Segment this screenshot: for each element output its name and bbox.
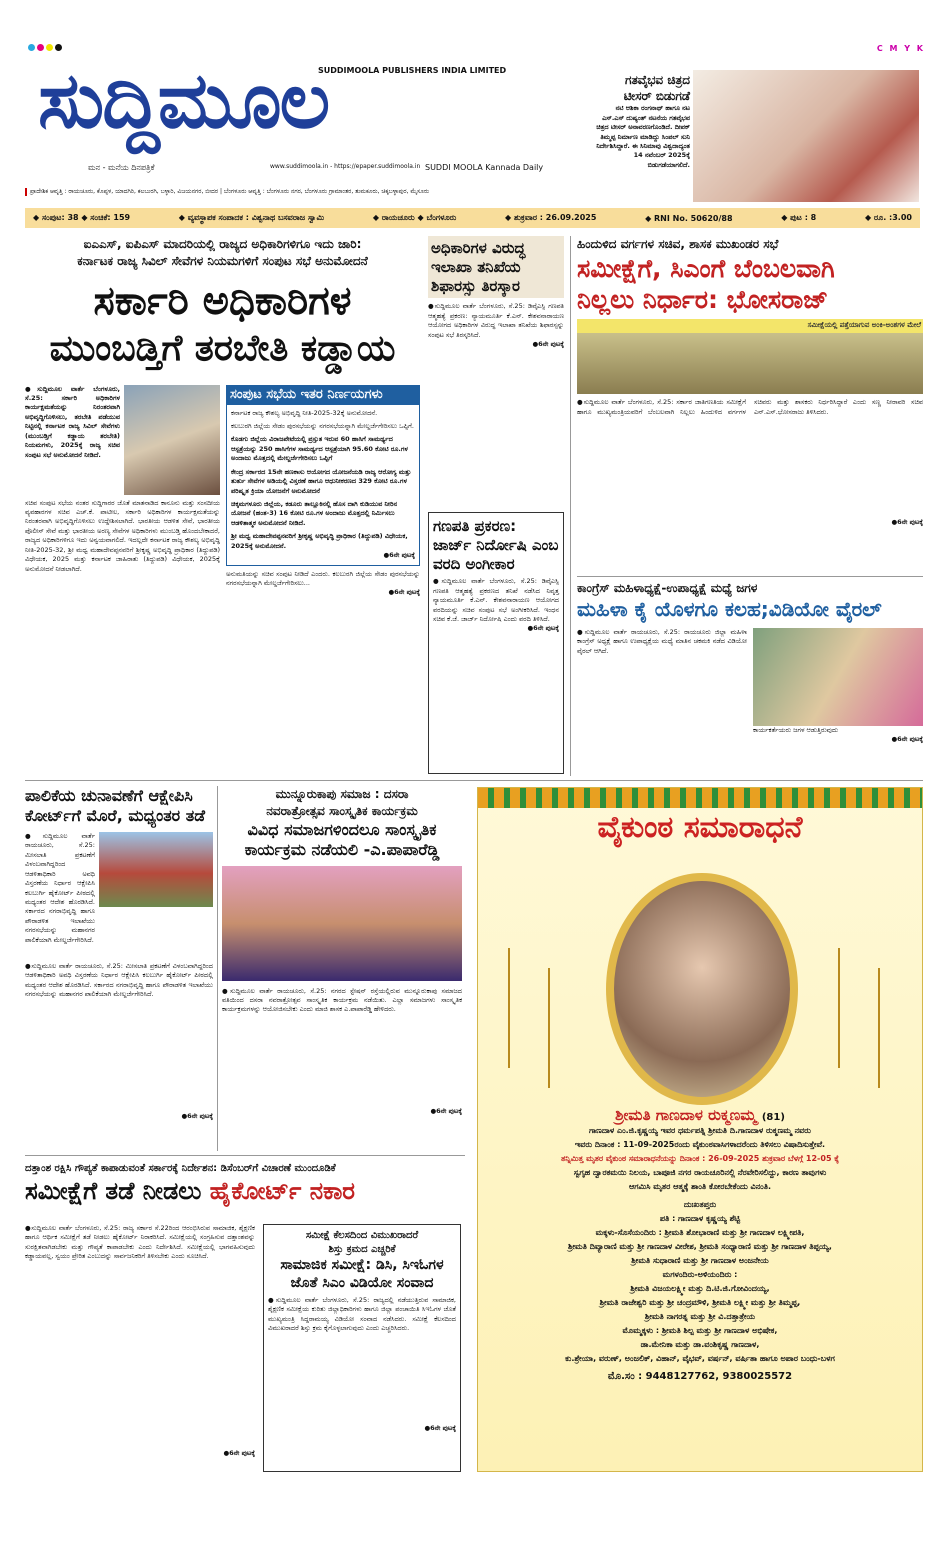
row2-mid-body: ●ಸುದ್ದಿಮೂಲ ವಾರ್ತೆ ರಾಯಚೂರು, ಸೆ.25: ನಗರದ ಸ್ಟೇಷನ್ ರಸ್ತೆಯಲ್ಲಿರುವ ಮುನ್ನೂರುಕಾಪು ಸಮಾಜದ ವತಿಯಿಂದ ದಸರಾ ನವರಾತ್ರೋತ್ಸವ ಸಾಂಸ್ಕೃತಿಕ ಕಾರ್ಯಕ್ರಮ ನಡೆಯಿತು. ಎಲ್ಲಾ ಸಮಾಜಗಳು ಸಾಂಸ್ಕೃತಿಕ ಕಾರ್ಯಕ್ರಮಗಳನ್ನು ಆಯೋಜಿಸಬೇಕು ಎಂದು ಮಾಜಿ ಶಾಸಕ ಎ.ಪಾಪಾರೆಡ್ಡಿ ಹೇಳಿದರು. (222, 986, 462, 1014)
continued-link[interactable]: ●6ನೇ ಪುಟಕ್ಕೆ (532, 339, 564, 348)
cabinet-item: ಚಿಕ್ಕಮಗಳೂರು ಜಿಲ್ಲೆಯ, ಕಡೂರು ತಾಲ್ಲೂಕಿನಲ್ಲಿ ಹೊಸ ದಾಗಿ ಕುಡಿಯುವ ನೀರಿನ ಯೋಜನೆ (ಹಂತ-3) 16 ಕೋಟಿ ರೂ.ಗಳ ಅಂದಾಜು ಮೊತ್ತದಲ್ಲಿ ನಿರ್ಮಿಸಲು ಆಡಳಿತಾತ್ಮಕ ಅನುಮೋದನೆ ನೀಡಿದೆ. (231, 499, 398, 527)
lead-headline-2: ಮುಂಬಡ್ತಿಗೆ ತರಬೇತಿ ಕಡ್ಡಾಯ (49, 327, 396, 369)
phone-numbers: ಮೊ.ಸಂ : 9448127762, 9380025572 (607, 1371, 793, 1382)
right2-headline: ಮಹಿಳಾ ಕೈ ಯೊಳಗೂ ಕಲಹ;ವಿಡಿಯೋ ವೈರಲ್ (577, 596, 882, 621)
continued-link[interactable]: ●6ನೇ ಪುಟಕ್ಕೆ (181, 1112, 213, 1120)
lead-photo (124, 385, 220, 495)
photo-banner: ಸಮೀಕ್ಷೆಯಲ್ಲಿ ಪತ್ತೆಯಾಗುವ ಅಂಕಿ-ಅಂಶಗಳ ಮೇಲೆ (807, 321, 921, 330)
divider (25, 1155, 465, 1156)
mourner-line: ಮಕ್ಕಳು-ಸೊಸೆಯಂದಿರು : ಶ್ರೀಮತಿ ಶೋಭಾರಾಣಿ ಮತ್ತು ಶ್ರೀ ಗಾಣದಾಳ ಲಕ್ಷ್ಮೀಪತಿ, (595, 1228, 805, 1237)
row2-mid-headline: ವಿವಿಧ ಸಮಾಜಗಳಿಂದಲೂ ಸಾಂಸ್ಕೃತಿಕ ಕಾರ್ಯಕ್ರಮ ನಡೆಯಲಿ -ಎ.ಪಾಪಾರೆಡ್ಡಿ (244, 819, 440, 859)
continued-link[interactable]: ●6ನೇ ಪುಟಕ್ಕೆ (223, 1449, 255, 1457)
right1-headline-1: ಸಮೀಕ್ಷೆಗೆ, ಸಿಎಂಗೆ ಬೆಂಬಲವಾಗಿ (577, 253, 835, 283)
lamp-icon (838, 948, 868, 1068)
ad-line: ಗಾಣದಾಳ ಎಂ.ಜಿ.ಕೃಷ್ಣಯ್ಯ ಇವರ ಧರ್ಮಪತ್ನಿ ಶ್ರೀಮತಿ ದಿ.ಗಾಣದಾಳ ರುಕ್ಮಣಮ್ಮ ನವರು (589, 1126, 811, 1135)
deceased-portrait (606, 873, 798, 1105)
row3-box-kicker-1: ಸಮೀಕ್ಷೆ ಕೆಲಸದಿಂದ ವಿಮುಖರಾದರೆ (305, 1230, 419, 1241)
lamp-icon (878, 968, 908, 1088)
obituary-advertisement[interactable] (477, 787, 923, 1472)
right1-headline-2: ನಿಲ್ಲಲು ನಿರ್ಧಾರ: ಭೋಸರಾಜ್ (577, 285, 829, 315)
info-bar (25, 208, 920, 228)
mid2-headline: ಗಣಪತಿ ಪ್ರಕರಣ: ಜಾರ್ಜ್ ನಿರ್ದೋಷಿ ಎಂಬ ವರದಿ ಅಂಗೀಕಾರ (433, 517, 559, 573)
teaser-photo (693, 70, 919, 202)
photo-caption: ಕಾರ್ಯಕರ್ತೆಯರು ಜಗಳ ಆಡುತ್ತಿರುವುದು (753, 725, 839, 734)
tagline: ಮನ - ಮನೆಯ ದಿನಪತ್ರಿಕೆ (88, 163, 155, 172)
right2-photo (753, 628, 923, 726)
cabinet-box-title: ಸಂಪುಟ ಸಭೆಯ ಇತರ ನಿರ್ಣಯಗಳು (226, 385, 420, 404)
row2-left-headline: ಪಾಲಿಕೆಯ ಚುನಾವಣೆಗೆ ಆಕ್ಷೇಪಿಸಿ ಕೋರ್ಟ್‌ಗೆ ಮೊರೆ, ಮಧ್ಯಂತರ ತಡೆ (25, 786, 206, 825)
teaser-title: ಗತವೈಭವ ಚಿತ್ರದ ಟೀಸರ್ ಬಿಡುಗಡೆ (623, 73, 690, 104)
volume-issue: ◆ ಸಂಪುಟ: 38 ◆ ಸಂಚಿಕೆ: 159 (33, 213, 131, 222)
cabinet-box (226, 404, 420, 566)
mourner-line: ಶ್ರೀಮತಿ ವಿಜಯಲಕ್ಷ್ಮೀ ಮತ್ತು ದಿ.ಟಿ.ಜಿ.ಗೋವಿಂದಯ್ಯ, (630, 1284, 770, 1293)
lamp-icon (548, 968, 578, 1088)
cabinet-item: ಶ್ರೀ ಮಧ್ವ ಮಹಾದೇವಪ್ಪನವರಿಗೆ ಶ್ರೀಕೃಷ್ಣ ಅಭಿವೃದ್ಧಿ ಪ್ರಾಧಿಕಾರ (ತಿದ್ದುಪಡಿ) ವಿಧೇಯಕ, 2025ಕ್ಕೆ ಅನುಮೋದನೆ. (231, 532, 408, 550)
lead-body: ಸಚಿವ ಸಂಪುಟ ಸಭೆಯ ನಂತರ ಸುದ್ದಿಗಾರರ ಜೊತೆ ಮಾತನಾಡಿದ ಕಾನೂನು ಮತ್ತು ಸಂಸದೀಯ ವ್ಯವಹಾರಗಳ ಸಚಿವ ಎಚ್.ಕೆ. ಪಾಟೀಲ, ಸರ್ಕಾರಿ ಅಧಿಕಾರಿಗಳ ಕಾರ್ಯಕ್ಷಮತೆಯನ್ನು ನಿರಂತರವಾಗಿ ಅಭಿವೃದ್ಧಿಗೊಳಿಸಲು ಉದ್ದೇಶಿಸಲಾಗಿದೆ. ಭಾರತೀಯ ಆಡಳಿತ ಸೇವೆ, ಭಾರತೀಯ ಪೊಲೀಸ್ ಸೇವೆ ಮತ್ತು ಭಾರತೀಯ ಅರಣ್ಯ ಸೇವೆಗಳ ಅಧಿಕಾರಿಗಳು ಮುಂಬಡ್ತಿ ಹೊಂದಬೇಕಾದರೆ, ರಾಜ್ಯದ ಅಧಿಕಾರಿಗಳಿಗೂ ಇದು ಅನ್ವಯವಾಗಲಿದೆ. ಇದಲ್ಲದೇ ಕರ್ನಾಟಕ ರಾಜ್ಯ ಕೌಶಲ್ಯ ಅಭಿವೃದ್ಧಿ ನೀತಿ-2025-32, ಶ್ರೀ ಮಧ್ವ ಮಹಾದೇವಪ್ಪನವರಿಗೆ ಶ್ರೀಕೃಷ್ಣ ಅಭಿವೃದ್ಧಿ ಪ್ರಾಧಿಕಾರ (ತಿದ್ದುಪಡಿ) ವಿಧೇಯಕ, 2025 ಮತ್ತು ಕರ್ನಾಟಕ ಜಾಹಿರಾತು (ತಿದ್ದುಪಡಿ) ವಿಧೇಯಕ, 2025ಕ್ಕೆ ಅನುಮೋದನೆ ನೀಡಲಾಗಿದೆ. (25, 498, 220, 573)
right-story-2[interactable] (577, 580, 923, 768)
ad-line: ಇವರು ದಿನಾಂಕ : 11-09-2025ರಂದು ವೈಕುಂಠವಾಸಿಗಳಾದರೆಂದು ತಿಳಿಸಲು ವಿಷಾದಿಸುತ್ತೇವೆ. (574, 1140, 826, 1149)
deceased-name: ಶ್ರೀಮತಿ ಗಾಣದಾಳ ರುಕ್ಮಣಮ್ಮ (615, 1106, 757, 1124)
row2-mid-kicker-1: ಮುನ್ನೂರುಕಾಪು ಸಮಾಜ : ದಸರಾ (275, 787, 409, 801)
mourner-line: ಪತಿ : ಗಾಣದಾಳ ಕೃಷ್ಣಯ್ಯ ಶೆಟ್ಟಿ (659, 1214, 741, 1223)
lead-kicker-1: ಐಎಎಸ್, ಐಪಿಎಸ್ ಮಾದರಿಯಲ್ಲಿ ರಾಜ್ಯದ ಅಧಿಕಾರಿಗಳಿಗೂ ಇದು ಜಾರಿ: (83, 237, 362, 251)
cabinet-item: ಕೇಂದ್ರ ಸರ್ಕಾರದ 15ನೇ ಹಣಕಾಸು ಆಯೋಗದ ಯೋಜನೆಯಡಿ ರಾಜ್ಯ ಆರೋಗ್ಯ ಮತ್ತು ತುರ್ತು ಸೇವೆಗಳ ಅಡಿಯಲ್ಲಿ ವಿಸ್ತರಣೆ ಹಾಗೂ ಆಧುನೀಕರಣದ 329 ಕೋಟಿ ರೂ.ಗಳ ಪರಿಷ್ಕೃತ ಕ್ರಿಯಾ ಯೋಜನೆಗೆ ಅನುಮೋದನೆ (231, 467, 412, 495)
masthead-logo[interactable]: ಸುದ್ದಿಮೂಲ (38, 56, 329, 146)
editor: ◆ ವ್ಯವಸ್ಥಾಪಕ ಸಂಪಾದಕ : ವಿಶ್ವನಾಥ ಬಸವರಾಜ ಸ್ವಾಮಿ (178, 213, 325, 222)
ad-line: ತನ್ನಿಮಿತ್ತ ಮೃತರ ವೈಕುಂಠ ಸಮಾರಾಧನೆಯನ್ನು ದಿನಾಂಕ : 26-09-2025 ಶುಕ್ರವಾರ ಬೆಳಗ್ಗೆ 12-05 ಕ್ಕೆ (561, 1154, 839, 1163)
mourners-label: ದುಃಖತಪ್ತರು (683, 1200, 717, 1209)
english-name: SUDDI MOOLA Kannada Daily (425, 163, 544, 172)
continued-link[interactable]: ●6ನೇ ಪುಟಕ್ಕೆ (891, 518, 923, 527)
row2-left-body: ●ಸುದ್ದಿಮೂಲ ವಾರ್ತೆ ರಾಯಚೂರು, ಸೆ.25: ಮೀಸಲಾತಿ ಪ್ರಕಟಣೆಗೆ ವಿಳಂಬವಾಗಿದ್ದರಿಂದ ಆಡಳಿತಾಧಿಕಾರಿ ಅವಧಿ ವಿಸ್ತರಣೆಯ ನಿರ್ಧಾರ ಆಕ್ಷೇಪಿಸಿ ಕಲಬುರ್ಗಿ ಹೈಕೋರ್ಟ್ ಪೀಠದಲ್ಲಿ ಮಧ್ಯಂತರ ಆದೇಶ ಹೊರಡಿಸಿದೆ. ಸರ್ಕಾರದ ನಗರಾಭಿವೃದ್ಧಿ ಹಾಗೂ ಪೌರಾಡಳಿತ ಇಲಾಖೆಯು ನಗರಸಭೆಯನ್ನು ಮಹಾನಗರ ಪಾಲಿಕೆಯಾಗಿ ಮೇಲ್ದರ್ಜೆಗೇರಿಸಿದೆ. (25, 962, 213, 999)
teaser-text: ನಟಿ ಆಶಿಕಾ ರಂಗನಾಥ್ ಹಾಗೂ ನಟ ಎಸ್.ಎಸ್ ದುಷ್ಯಂತ್ ನಟನೆಯ ಗತವೈಭವ ಚಿತ್ರದ ಟೀಸರ್ ಅನಾವರಣಗೊಂಡಿದೆ. ದೀಪಕ್ ತಿಮ್ಮಪ್ಪ ನಿರ್ಮಾಣ ಮಾಡಿದ್ದು ಸಿಂಪಲ್ ಸುನಿ ನಿರ್ದೇಶಿಸಿದ್ದಾರೆ. ಈ ಸಿನಿಮಾವು ವಿಶ್ವದಾದ್ಯಂತ 14 ನವೆಂಬರ್ 2025ಕ್ಕೆ ಬಿಡುಗಡೆಯಾಗಲಿದೆ. (596, 104, 690, 169)
cities: ◆ ರಾಯಚೂರು ◆ ಬೆಂಗಳೂರು (372, 213, 457, 222)
right1-photo (577, 319, 923, 394)
lead-story[interactable] (25, 236, 420, 597)
ad-title: ವೈಕುಂಠ ಸಮಾರಾಧನೆ (597, 810, 803, 845)
continued-link[interactable]: ●6ನೇ ಪುಟಕ್ಕೆ (424, 1424, 456, 1432)
date: ◆ ಶುಕ್ರವಾರ : 26.09.2025 (505, 213, 597, 222)
column-divider (217, 786, 218, 1151)
mid2-body: ●ಸುದ್ದಿಮೂಲ ವಾರ್ತೆ ಬೆಂಗಳೂರು, ಸೆ.25: ಡಿವೈಎಸ್ಪಿ ಗಣಪತಿ ಆತ್ಮಹತ್ಯೆ ಪ್ರಕರಣದ ತನಿಖೆ ನಡೆಸಿದ ನಿವೃತ್ತ ನ್ಯಾಯಮೂರ್ತಿ ಕೆ.ಎನ್. ಕೇಶವನಾರಾಯಣ ಆಯೋಗದ ವರದಿಯನ್ನು ಸಚಿವ ಸಂಪುಟ ಸಭೆ ಅಂಗೀಕರಿಸಿದೆ. ಇಂಧನ ಸಚಿವ ಕೆ.ಜೆ. ಜಾರ್ಜ್ ನಿರ್ದೋಷಿ ಎಂದು ವರದಿ ತಿಳಿಸಿದೆ. (433, 577, 559, 623)
mourner-line: ಶ್ರೀಮತಿ ಸುಧಾರಾಣಿ ಮತ್ತು ಶ್ರೀ ಗಾಣದಾಳ ಅಂಜನೇಯ (631, 1256, 769, 1265)
lamp-icon (508, 948, 538, 1068)
continued-link[interactable]: ●6ನೇ ಪುಟಕ್ಕೆ (527, 624, 559, 633)
right2-body: ●ಸುದ್ದಿಮೂಲ ವಾರ್ತೆ ರಾಯಚೂರು, ಸೆ.25: ರಾಯಚೂರು ಜಿಲ್ಲಾ ಮಹಿಳಾ ಕಾಂಗ್ರೆಸ್ ಅಧ್ಯಕ್ಷೆ ಹಾಗೂ ಉಪಾಧ್ಯಕ್ಷೆಯ ಮಧ್ಯೆ ಮಾತಿನ ಚಕಮಕಿ ನಡೆದ ವಿಡಿಯೋ ವೈರಲ್ ಆಗಿದೆ. (577, 627, 747, 655)
row2-mid-story[interactable] (222, 786, 462, 1116)
registration-marks (28, 44, 62, 51)
rni: ◆ RNI No. 50620/88 (645, 213, 733, 223)
ad-text (488, 1124, 912, 1386)
row3-box-headline: ಸಾಮಾಜಿಕ ಸಮೀಕ್ಷೆ: ಡಿಸಿ, ಸಿಇಓಗಳ ಜೊತೆ ಸಿಎಂ ವಿಡಿಯೋ ಸಂವಾದ (280, 1257, 444, 1291)
mourner-line: ಶ್ರೀಮತಿ ನಾಗರತ್ನ ಮತ್ತು ಶ್ರೀ ವಿ.ದತ್ತಾತ್ರೇಯ (644, 1312, 756, 1321)
event-photo (222, 866, 462, 981)
continued-link[interactable]: ●6ನೇ ಪುಟಕ್ಕೆ (388, 588, 420, 597)
mid1-body: ●ಸುದ್ದಿಮೂಲ ವಾರ್ತೆ ಬೆಂಗಳೂರು, ಸೆ.25: ಡಿವೈಎಸ್ಪಿ ಗಣಪತಿ ಆತ್ಮಹತ್ಯೆ ಪ್ರಕರಣ: ನ್ಯಾಯಮೂರ್ತಿ ಕೆ.ಎನ್. ಕೇಶವನಾರಾಯಣ ಆಯೋಗದ ಅಧಿಕಾರಿಗಳ ವಿರುದ್ಧ ಇಲಾಖಾ ತನಿಖೆಯ ಶಿಫಾರಸ್ಸನ್ನು ಸಂಪುಟ ಸಭೆ ತಿರಸ್ಕರಿಸಿದೆ. (428, 302, 564, 339)
right1-kicker: ಹಿಂದುಳಿದ ವರ್ಗಗಳ ಸಚಿವ, ಶಾಸಕ ಮುಖಂಡರ ಸಭೆ (577, 237, 779, 251)
price: ◆ ರೂ. :3.00 (864, 213, 912, 222)
teaser-story[interactable] (596, 72, 690, 170)
row3-headline-b: ಹೈಕೋರ್ಟ್ ನಕಾರ (209, 1177, 355, 1205)
mourner-line: ಮೊಮ್ಮಕ್ಕಳು : ಶ್ರೀಮತಿ ಶಿಲ್ಪ ಮತ್ತು ಶ್ರೀ ಗಾಣದಾಳ ಅಭಿಷೇಕ, (622, 1326, 778, 1335)
row3-kicker: ದತ್ತಾಂಶ ರಕ್ಷಿಸಿ ಗೌಪ್ಯತೆ ಕಾಪಾಡುವಂತೆ ಸರ್ಕಾರಕ್ಕೆ ನಿರ್ದೇಶನ: ಡಿಸೆಂಬರ್‌ಗೆ ವಿಚಾರಣೆ ಮುಂದೂಡಿಕೆ (25, 1163, 336, 1174)
cabinet-item: ಕರ್ನಾಟಕ ರಾಜ್ಯ ಕೌಶಲ್ಯ ಅಭಿವೃದ್ಧಿ ನೀತಿ-2025-32ಕ್ಕೆ ಅನುಮೋದನೆ. (231, 408, 378, 417)
ad-line: ಆಗಮಿಸಿ ಮೃತರ ಆತ್ಮಕ್ಕೆ ಶಾಂತಿ ಕೋರಬೇಕೆಂದು ವಿನಂತಿ. (629, 1182, 771, 1191)
mourner-line: ಶ್ರೀಮತಿ ರಾಜೇಶ್ವರಿ ಮತ್ತು ಶ್ರೀ ಚಂದ್ರಮೌಳಿ, ಶ್ರೀಮತಿ ಲಕ್ಷ್ಮೀ ಮತ್ತು ಶ್ರೀ ತಿಮ್ಮಪ್ಪ, (599, 1298, 801, 1307)
row2-left-story[interactable] (25, 786, 213, 1121)
lead-intro: ●ಸುದ್ದಿಮೂಲ ವಾರ್ತೆ ಬೆಂಗಳೂರು, ಸೆ.25: ಸರ್ಕಾರಿ ಅಧಿಕಾರಿಗಳ ಕಾರ್ಯಕ್ಷಮತೆಯನ್ನು ನಿರಂತರವಾಗಿ ಅಭಿವೃದ್ಧಿಗೊಳಿಸಲು, ತರಬೇತಿ ಪಡೆಯುವ ನಿಟ್ಟಿನಲ್ಲಿ ಕರ್ನಾಟಕ ರಾಜ್ಯ ಸಿವಿಲ್ ಸೇವೆಗಳು (ಮುಂಬಡ್ತಿಗೆ ಕಡ್ಡಾಯ ತರಬೇತಿ) ನಿಯಮಗಳು, 2025ಕ್ಕೆ ರಾಜ್ಯ ಸಚಿವ ಸಂಪುಟ ಸಭೆ ಅನುಮೋದನೆ ನೀಡಿದೆ. (25, 384, 120, 459)
publisher-name: SUDDIMOOLA PUBLISHERS INDIA LIMITED (318, 66, 507, 75)
cabinet-item: ಕಲಬುರಗಿ ಜಿಲ್ಲೆಯ ಸೇಡಂ ಪುರಸಭೆಯನ್ನು ನಗರಸಭೆಯನ್ನಾಗಿ ಮೇಲ್ದರ್ಜೆಗೇರಿಸಲು ಒಪ್ಪಿಗೆ. (231, 422, 414, 431)
continued-link[interactable]: ●6ನೇ ಪುಟಕ್ಕೆ (891, 735, 923, 744)
row3-headline-a: ಸಮೀಕ್ಷೆಗೆ ತಡೆ ನೀಡಲು (25, 1177, 210, 1205)
row3-box-body: ●ಸುದ್ದಿಮೂಲ ವಾರ್ತೆ ಬೆಂಗಳೂರು, ಸೆ.25: ರಾಜ್ಯದಲ್ಲಿ ನಡೆಯುತ್ತಿರುವ ಸಾಮಾಜಿಕ, ಶೈಕ್ಷಣಿಕ ಸಮೀಕ್ಷೆಯ ಕುರಿತು ಜಿಲ್ಲಾಧಿಕಾರಿಗಳು ಹಾಗೂ ಜಿಲ್ಲಾ ಪಂಚಾಯಿತಿ ಸಿಇಓಗಳ ಜೊತೆ ಮುಖ್ಯಮಂತ್ರಿ ಸಿದ್ದರಾಮಯ್ಯ ವಿಡಿಯೋ ಸಂವಾದ ನಡೆಸಿದರು. ಸಮೀಕ್ಷೆ ಕೆಲಸದಿಂದ ವಿಮುಖರಾದರೆ ಶಿಸ್ತು ಕ್ರಮ ಕೈಗೊಳ್ಳಲಾಗುವುದು ಎಂದು ಎಚ್ಚರಿಸಿದರು. (268, 1296, 456, 1333)
mourner-line: ಶ್ರೀಮತಿ ದಿವ್ಯಾರಾಣಿ ಮತ್ತು ಶ್ರೀ ಗಾಣದಾಳ ವೀರೇಶ, ಶ್ರೀಮತಿ ಸಂಧ್ಯಾರಾಣಿ ಮತ್ತು ಶ್ರೀ ಗಾಣದಾಳ ತಿಪ್ಪಯ್ಯ, (568, 1242, 832, 1251)
right-story-1[interactable] (577, 236, 923, 527)
row3-box-story[interactable] (263, 1224, 461, 1472)
row2-left-intro: ●ಸುದ್ದಿಮೂಲ ವಾರ್ತೆ ರಾಯಚೂರು, ಸೆ.25: ಮೀಸಲಾತಿ ಪ್ರಕಟಣೆಗೆ ವಿಳಂಬವಾಗಿದ್ದರಿಂದ ಆಡಳಿತಾಧಿಕಾರಿ ಅವಧಿ ವಿಸ್ತರಣೆಯ ನಿರ್ಧಾರ ಆಕ್ಷೇಪಿಸಿ ಕಲಬುರ್ಗಿ ಹೈಕೋರ್ಟ್ ಪೀಠದಲ್ಲಿ ಮಧ್ಯಂತರ ಆದೇಶ ಹೊರಡಿಸಿದೆ. ಸರ್ಕಾರದ ನಗರಾಭಿವೃದ್ಧಿ ಹಾಗೂ ಪೌರಾಡಳಿತ ಇಲಾಖೆಯು ನಗರಸಭೆಯನ್ನು ಮಹಾನಗರ ಪಾಲಿಕೆಯಾಗಿ ಮೇಲ್ದರ್ಜೆಗೇರಿಸಿದೆ. (25, 832, 95, 944)
cmyk-mark: C M Y K (876, 44, 925, 53)
divider (577, 576, 923, 577)
ad-line: ಸ್ವಗೃಹ ದ್ವಾರಕಮಯಿ ನಿಲಯ, ಬಾಪೂಜಿ ನಗರ ರಾಯಚೂರಿನಲ್ಲಿ ನೆರವೇರಿಸಲಿದ್ದು, ಕಾರಣ ತಾವುಗಳು (573, 1168, 827, 1177)
lead-headline-1: ಸರ್ಕಾರಿ ಅಧಿಕಾರಿಗಳ (93, 277, 352, 324)
right2-kicker: ಕಾಂಗ್ರೆಸ್ ಮಹಿಳಾಧ್ಯಕ್ಷೆ-ಉಪಾಧ್ಯಕ್ಷೆ ಮಧ್ಯೆ ಜಗಳ (577, 581, 758, 595)
mourner-line: ಡಾ.ಮೇನಿಕಾ ಮತ್ತು ಡಾ.ವಂಶಿಕೃಷ್ಣ ಗಾಣದಾಳ, (640, 1340, 760, 1349)
pages: ◆ ಪುಟ : 8 (781, 213, 817, 222)
mid1-headline: ಅಧಿಕಾರಿಗಳ ವಿರುದ್ಧ ಇಲಾಖಾ ತನಿಖೆಯ ಶಿಫಾರಸ್ಸು ತಿರಸ್ಕಾರ (428, 236, 564, 298)
mourner-line: ಮಗಳಂದಿರು-ಅಳಿಯಂದಿರು : (662, 1270, 738, 1279)
lead-kicker-2: ಕರ್ನಾಟಕ ರಾಜ್ಯ ಸಿವಿಲ್ ಸೇವೆಗಳ ನಿಯಮಗಳಿಗೆ ಸಂಪುಟ ಸಭೆ ಅನುಮೋದನೆ (77, 253, 368, 268)
website-url[interactable]: www.suddimoola.in - https://epaper.suddimoola.in (270, 163, 421, 170)
continued-link[interactable]: ●6ನೇ ಪುಟಕ್ಕೆ (383, 551, 415, 560)
mid-story-2[interactable] (428, 512, 564, 774)
right1-body: ●ಸುದ್ದಿಮೂಲ ವಾರ್ತೆ ಬೆಂಗಳೂರು, ಸೆ.25: ಸರ್ಕಾರ ಜಾತಿಗಣತಿಯ ಸಮೀಕ್ಷೆಗೆ ಹಾಗೂ ಮುಖ್ಯಮಂತ್ರಿಯವರಿಗೆ ಬೆಂಬಲವಾಗಿ ನಿಲ್ಲಲು ಹಿಂದುಳಿದ ವರ್ಗಗಳ ಸಚಿವರು ಮತ್ತು ಶಾಸಕರು ನಿರ್ಧರಿಸಿದ್ದಾರೆ ಎಂದು ಸಣ್ಣ ನೀರಾವರಿ ಸಚಿವ ಎನ್.ಎಸ್.ಭೋಸರಾಜು ತಿಳಿಸಿದರು. (577, 398, 923, 416)
column-divider (570, 236, 571, 776)
editions-strip: ಪ್ರಾದೇಶಿಕ ಆವೃತ್ತಿ : ರಾಯಚೂರು, ಕೊಪ್ಪಳ, ಯಾದಗಿರಿ, ಕಲಬುರಗಿ, ಬಳ್ಳಾರಿ, ವಿಜಯನಗರ, ಬೀದರ | ಬೆಂಗಳೂರು ಆವೃತ್ತಿ : ಬೆಂಗಳೂರು ನಗರ, ಬೆಂಗಳೂರು ಗ್ರಾಮಾಂತರ, ತುಮಕೂರು, ಚಿಕ್ಕಬಳ್ಳಾಪುರ, ಮೈಸೂರು (25, 188, 585, 196)
continued-link[interactable]: ●6ನೇ ಪುಟಕ್ಕೆ (430, 1106, 462, 1115)
divider (25, 780, 923, 781)
mid-story-1[interactable] (428, 236, 564, 349)
cabinet-tail: ಅನುಮತಿಯನ್ನು ಸಚಿವ ಸಂಪುಟ ನೀಡಿದೆ ಎಂದರು. ಕಲಬುರಗಿ ಜಿಲ್ಲೆಯ ಸೇಡಂ ಪುರಸಭೆಯನ್ನು ನಗರಸಭೆಯನ್ನಾಗಿ ಮೇಲ್ದರ್ಜೆಗೇರಿಸಲು... (226, 569, 420, 587)
row3-body: ●ಸುದ್ದಿಮೂಲ ವಾರ್ತೆ ಬೆಂಗಳೂರು, ಸೆ.25: ರಾಜ್ಯ ಸರ್ಕಾರ ಸೆ.22ರಿಂದ ಆರಂಭಿಸಿರುವ ಸಾಮಾಜಿಕ, ಶೈಕ್ಷಣಿಕ ಹಾಗೂ ಆರ್ಥಿಕ ಸಮೀಕ್ಷೆಗೆ ತಡೆ ನೀಡಲು ಹೈಕೋರ್ಟ್ ನಿರಾಕರಿಸಿದೆ. ಸಮೀಕ್ಷೆಯಲ್ಲಿ ಸಂಗ್ರಹಿಸುವ ದತ್ತಾಂಶವನ್ನು ಸುರಕ್ಷಿತವಾಗಿಡಬೇಕು ಮತ್ತು ಗೌಪ್ಯತೆ ಕಾಪಾಡಬೇಕು ಎಂದು ನಿರ್ದೇಶಿಸಿದೆ. ಸಮೀಕ್ಷೆಯಲ್ಲಿ ಭಾಗವಹಿಸುವುದು ಕಡ್ಡಾಯವಲ್ಲ, ಸ್ವಯಂ ಪ್ರೇರಿತ ಎಂಬುದನ್ನು ಸಾರ್ವಜನಿಕರಿಗೆ ತಿಳಿಸಬೇಕು ಎಂದು ಸೂಚಿಸಿದೆ. (25, 1224, 255, 1261)
mourner-line: ಕು.ಶ್ರೇಯಾ, ವರುಣ್, ಅಂಜಲಿಕ್, ವಿಹಾನ್, ವೈಭವ್, ವರ್ಷನ್, ವರ್ಷಿತಾ ಹಾಗೂ ಅಪಾರ ಬಂಧು-ಬಳಗ (565, 1354, 835, 1363)
cabinet-item: ಕೊಡಗು ಜಿಲ್ಲೆಯ ವಿರಾಜಪೇಟೆಯಲ್ಲಿ ಪ್ರಸ್ತುತ ಇರುವ 60 ಹಾಸಿಗೆ ಸಾಮರ್ಥ್ಯದ ಆಸ್ಪತ್ರೆಯನ್ನು 250 ಹಾಸಿಗೆಗಳ ಸಾಮರ್ಥ್ಯದ ಆಸ್ಪತ್ರೆಯಾಗಿ 95.60 ಕೋಟಿ ರೂ.ಗಳ ಅಂದಾಜು ಮೊತ್ತದಲ್ಲಿ ಮೇಲ್ದರ್ಜೆಗೇರಿಸಲು ಒಪ್ಪಿಗೆ (231, 435, 408, 463)
deceased-age: (81) (761, 1112, 785, 1123)
building-photo (99, 832, 213, 907)
garland-decoration (478, 788, 922, 808)
row2-mid-kicker-2: ನವರಾತ್ರೋತ್ಸವ ಸಾಂಸ್ಕೃತಿಕ ಕಾರ್ಯಕ್ರಮ (266, 803, 418, 818)
row3-box-kicker-2: ಶಿಸ್ತು ಕ್ರಮದ ಎಚ್ಚರಿಕೆ (328, 1244, 396, 1255)
